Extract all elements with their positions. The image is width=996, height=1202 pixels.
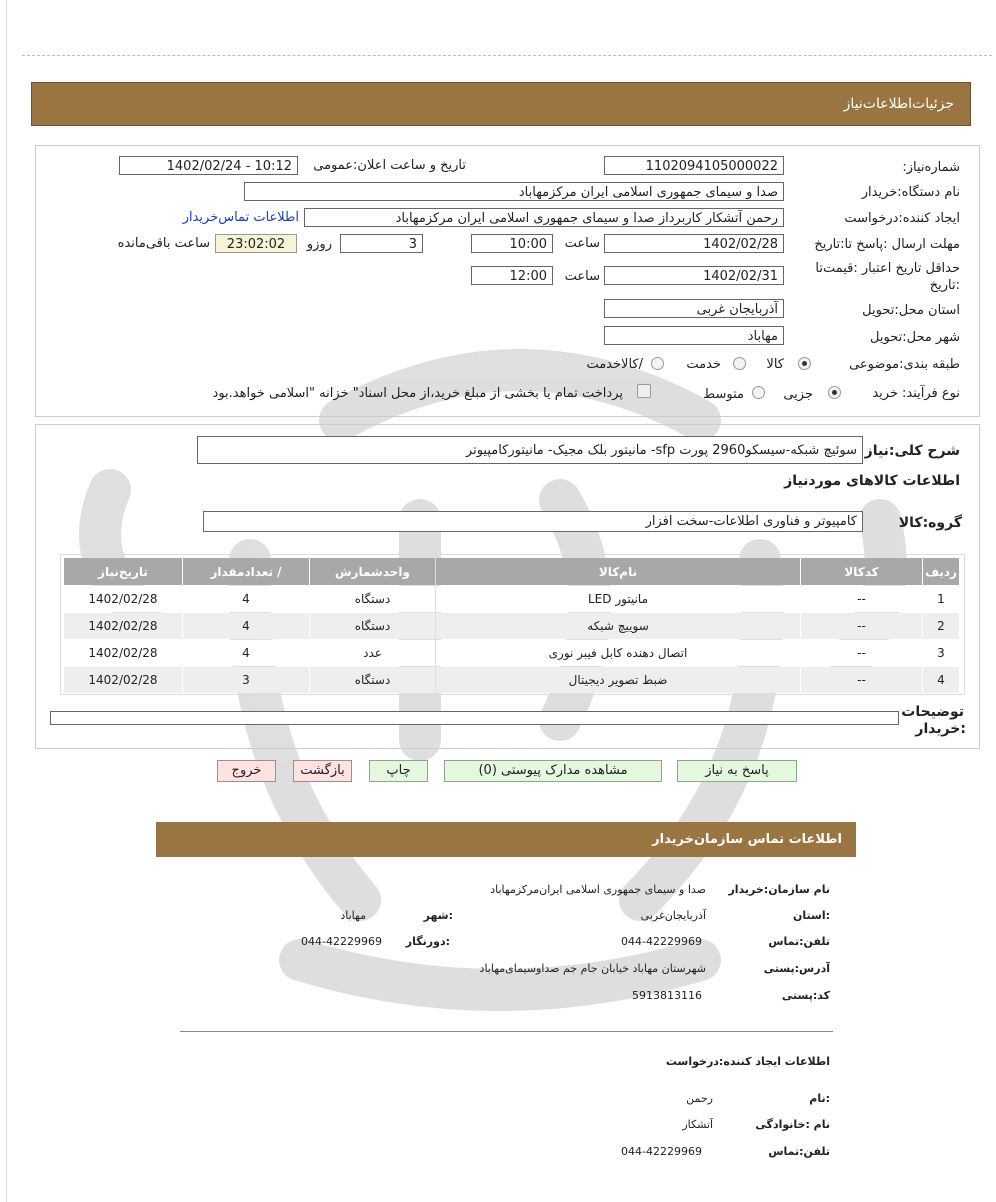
table-row [64,640,959,666]
col-row: ردیف [923,558,959,585]
print-button[interactable]: چاپ [369,760,428,782]
creator-field: رحمن آتشکار کاربرداز صدا و سیمای جمهوری اسلامی ایران مرکزمهاباد [304,208,784,227]
cell-code: -- [801,640,922,666]
process-buy: خرید [872,386,898,401]
cell-row: 3 [923,640,959,666]
address-label: آدرس:پستی [763,962,830,975]
cell-date: 1402/02/28 [64,667,182,693]
announce-label: تاریخ و ساعت اعلان:عمومی [313,158,466,173]
cell-name: ضبط تصویر دیجیتال [436,667,800,693]
treasury-checkbox[interactable] [637,384,651,398]
group-field: کامپیوتر و فناوری اطلاعات-سخت افزار [203,511,863,532]
table-row [64,586,959,612]
radio-small-label: جزیی [783,387,813,402]
cell-qty: 4 [183,586,309,612]
buyer-notes-field [50,711,899,725]
creator-family-value: آتشکار [682,1118,713,1131]
cell-qty: 4 [183,613,309,639]
tab-details[interactable]: جزئیات [912,96,954,112]
cell-code: -- [801,613,922,639]
col-code: کدکالا [801,558,922,585]
validity-time-label: ساعت [564,269,600,284]
need-number-field: 1102094105000022 [604,156,784,175]
buyer-contact-link[interactable]: اطلاعات تماس‌خریدار [182,210,299,225]
validity-label-2: :تاریخ [929,278,960,293]
cell-unit: دستگاه [310,613,435,639]
header-bar [31,82,971,126]
validity-time-field: 12:00 [471,266,553,285]
cell-unit: عدد [310,640,435,666]
cell-name: مانیتور LED [436,586,800,612]
deadline-date-field: 1402/02/28 [604,234,784,253]
tab-need-info[interactable]: اطلاعات‌نیاز [843,96,912,112]
postal-label: کد:پستی [781,989,830,1002]
top-divider [22,55,992,56]
creator-info-title: اطلاعات ایجاد کننده:درخواست [665,1055,830,1068]
table-row [64,613,959,639]
creator-family-label: نام :خانوادگی [755,1118,830,1131]
fax-label: :دورنگار [405,935,450,948]
cell-row: 1 [923,586,959,612]
cell-unit: دستگاه [310,667,435,693]
process-label: نوع فرآیند: [902,386,960,401]
category-label: طبقه بندی:موضوعی [849,357,960,372]
creator-label: ایجاد کننده:درخواست [844,211,960,226]
announce-field: 1402/02/24 - 10:12 [119,156,298,175]
contact-header [156,822,856,857]
radio-service[interactable] [733,357,746,370]
creator-phone-label: تلفن:تماس [768,1145,830,1158]
contact-title: اطلاعات تماس سازمان‌خریدار [652,832,842,847]
validity-label-1: حداقل تاریخ اعتبار :قیمت‌تا [815,261,960,276]
back-button[interactable]: بازگشت [293,760,352,782]
remaining-label: ساعت باقی‌مانده [117,236,210,251]
cell-name: سوییچ شبکه [436,613,800,639]
creator-phone-value: 044-42229969 [621,1145,702,1158]
buyer-field: صدا و سیمای جمهوری اسلامی ایران مرکزمهاباد [244,182,784,201]
city-contact-label: :شهر [423,909,453,922]
deadline-time-field: 10:00 [471,234,553,253]
cell-date: 1402/02/28 [64,640,182,666]
deadline-label: مهلت ارسال :پاسخ تا:تاریخ [814,237,960,252]
cell-qty: 3 [183,667,309,693]
cell-code: -- [801,586,922,612]
address-value: شهرستان مهاباد خیابان جام جم صداوسیمای‌مهاباد [479,962,706,975]
creator-name-label: :نام [809,1092,830,1105]
desc-label: شرح کلی:نیاز [864,443,960,459]
radio-goods[interactable] [798,357,811,370]
deadline-time-label: ساعت [564,236,600,251]
city-contact-value: مهاباد [340,909,366,922]
cell-name: اتصال دهنده کابل فیبر نوری [436,640,800,666]
radio-medium[interactable] [752,386,765,399]
col-name: نام‌کالا [436,558,800,585]
cell-unit: دستگاه [310,586,435,612]
phone-value: 044-42229969 [621,935,702,948]
province-contact-value: آذربایجان‌غربی [640,909,706,922]
postal-value: 5913813116 [632,989,702,1002]
cell-code: -- [801,667,922,693]
fax-value: 044-42229969 [301,935,382,948]
cell-row: 4 [923,667,959,693]
radio-goods-service-label: /کالاخدمت [586,357,643,372]
org-value: صدا و سیمای جمهوری اسلامی ایران‌مرکزمهاباد [490,883,706,896]
radio-small[interactable] [828,386,841,399]
exit-button[interactable]: خروج [217,760,276,782]
buyer-label: نام دستگاه:خریدار [861,185,960,200]
desc-field: سوئیچ شبکه-سیسکو2960 پورت sfp- مانیتور بلک مجیک- مانیتورکامپیوتر [197,436,863,464]
cell-qty: 4 [183,640,309,666]
phone-label: تلفن:تماس [768,935,830,948]
col-qty: / تعدادمقدار [183,558,309,585]
buyer-notes-label-2: :خریدار [915,721,966,737]
org-label: نام سازمان:خریدار [728,883,830,896]
payment-note: پرداخت تمام یا بخشی از مبلغ خرید،از محل اسناد" خزانه "اسلامی خواهد.بود [212,386,623,401]
group-label: گروه:کالا [898,515,962,531]
contact-divider [180,1031,833,1032]
cell-date: 1402/02/28 [64,613,182,639]
radio-medium-label: متوسط [703,387,744,402]
table-row [64,667,959,693]
goods-info-title: اطلاعات کالاهای موردنیاز [784,473,960,489]
items-table [63,557,960,694]
province-label: استان محل:تحویل [862,303,960,318]
creator-name-value: رحمن [686,1092,713,1105]
province-field: آذربایجان غربی [604,299,784,318]
radio-goods-service[interactable] [651,357,664,370]
province-contact-label: :استان [793,909,830,922]
city-label: شهر محل:تحویل [870,330,960,345]
view-docs-button[interactable]: مشاهده مدارک پیوستی (0) [444,760,662,782]
days-label: روزو [306,237,332,252]
city-field: مهاباد [604,326,784,345]
cell-row: 2 [923,613,959,639]
reply-button[interactable]: پاسخ به نیاز [677,760,797,782]
col-date: تاریخ‌نیاز [64,558,182,585]
days-field: 3 [340,234,423,253]
remaining-time: 23:02:02 [215,234,297,253]
col-unit: واحدشمارش [310,558,435,585]
radio-goods-label: کالا [766,357,784,372]
page-edge-line [6,0,7,1202]
need-number-label: شماره‌نیاز: [902,160,960,175]
radio-service-label: خدمت [686,357,721,372]
buyer-notes-label-1: توضیحات [901,704,964,720]
cell-date: 1402/02/28 [64,586,182,612]
validity-date-field: 1402/02/31 [604,266,784,285]
